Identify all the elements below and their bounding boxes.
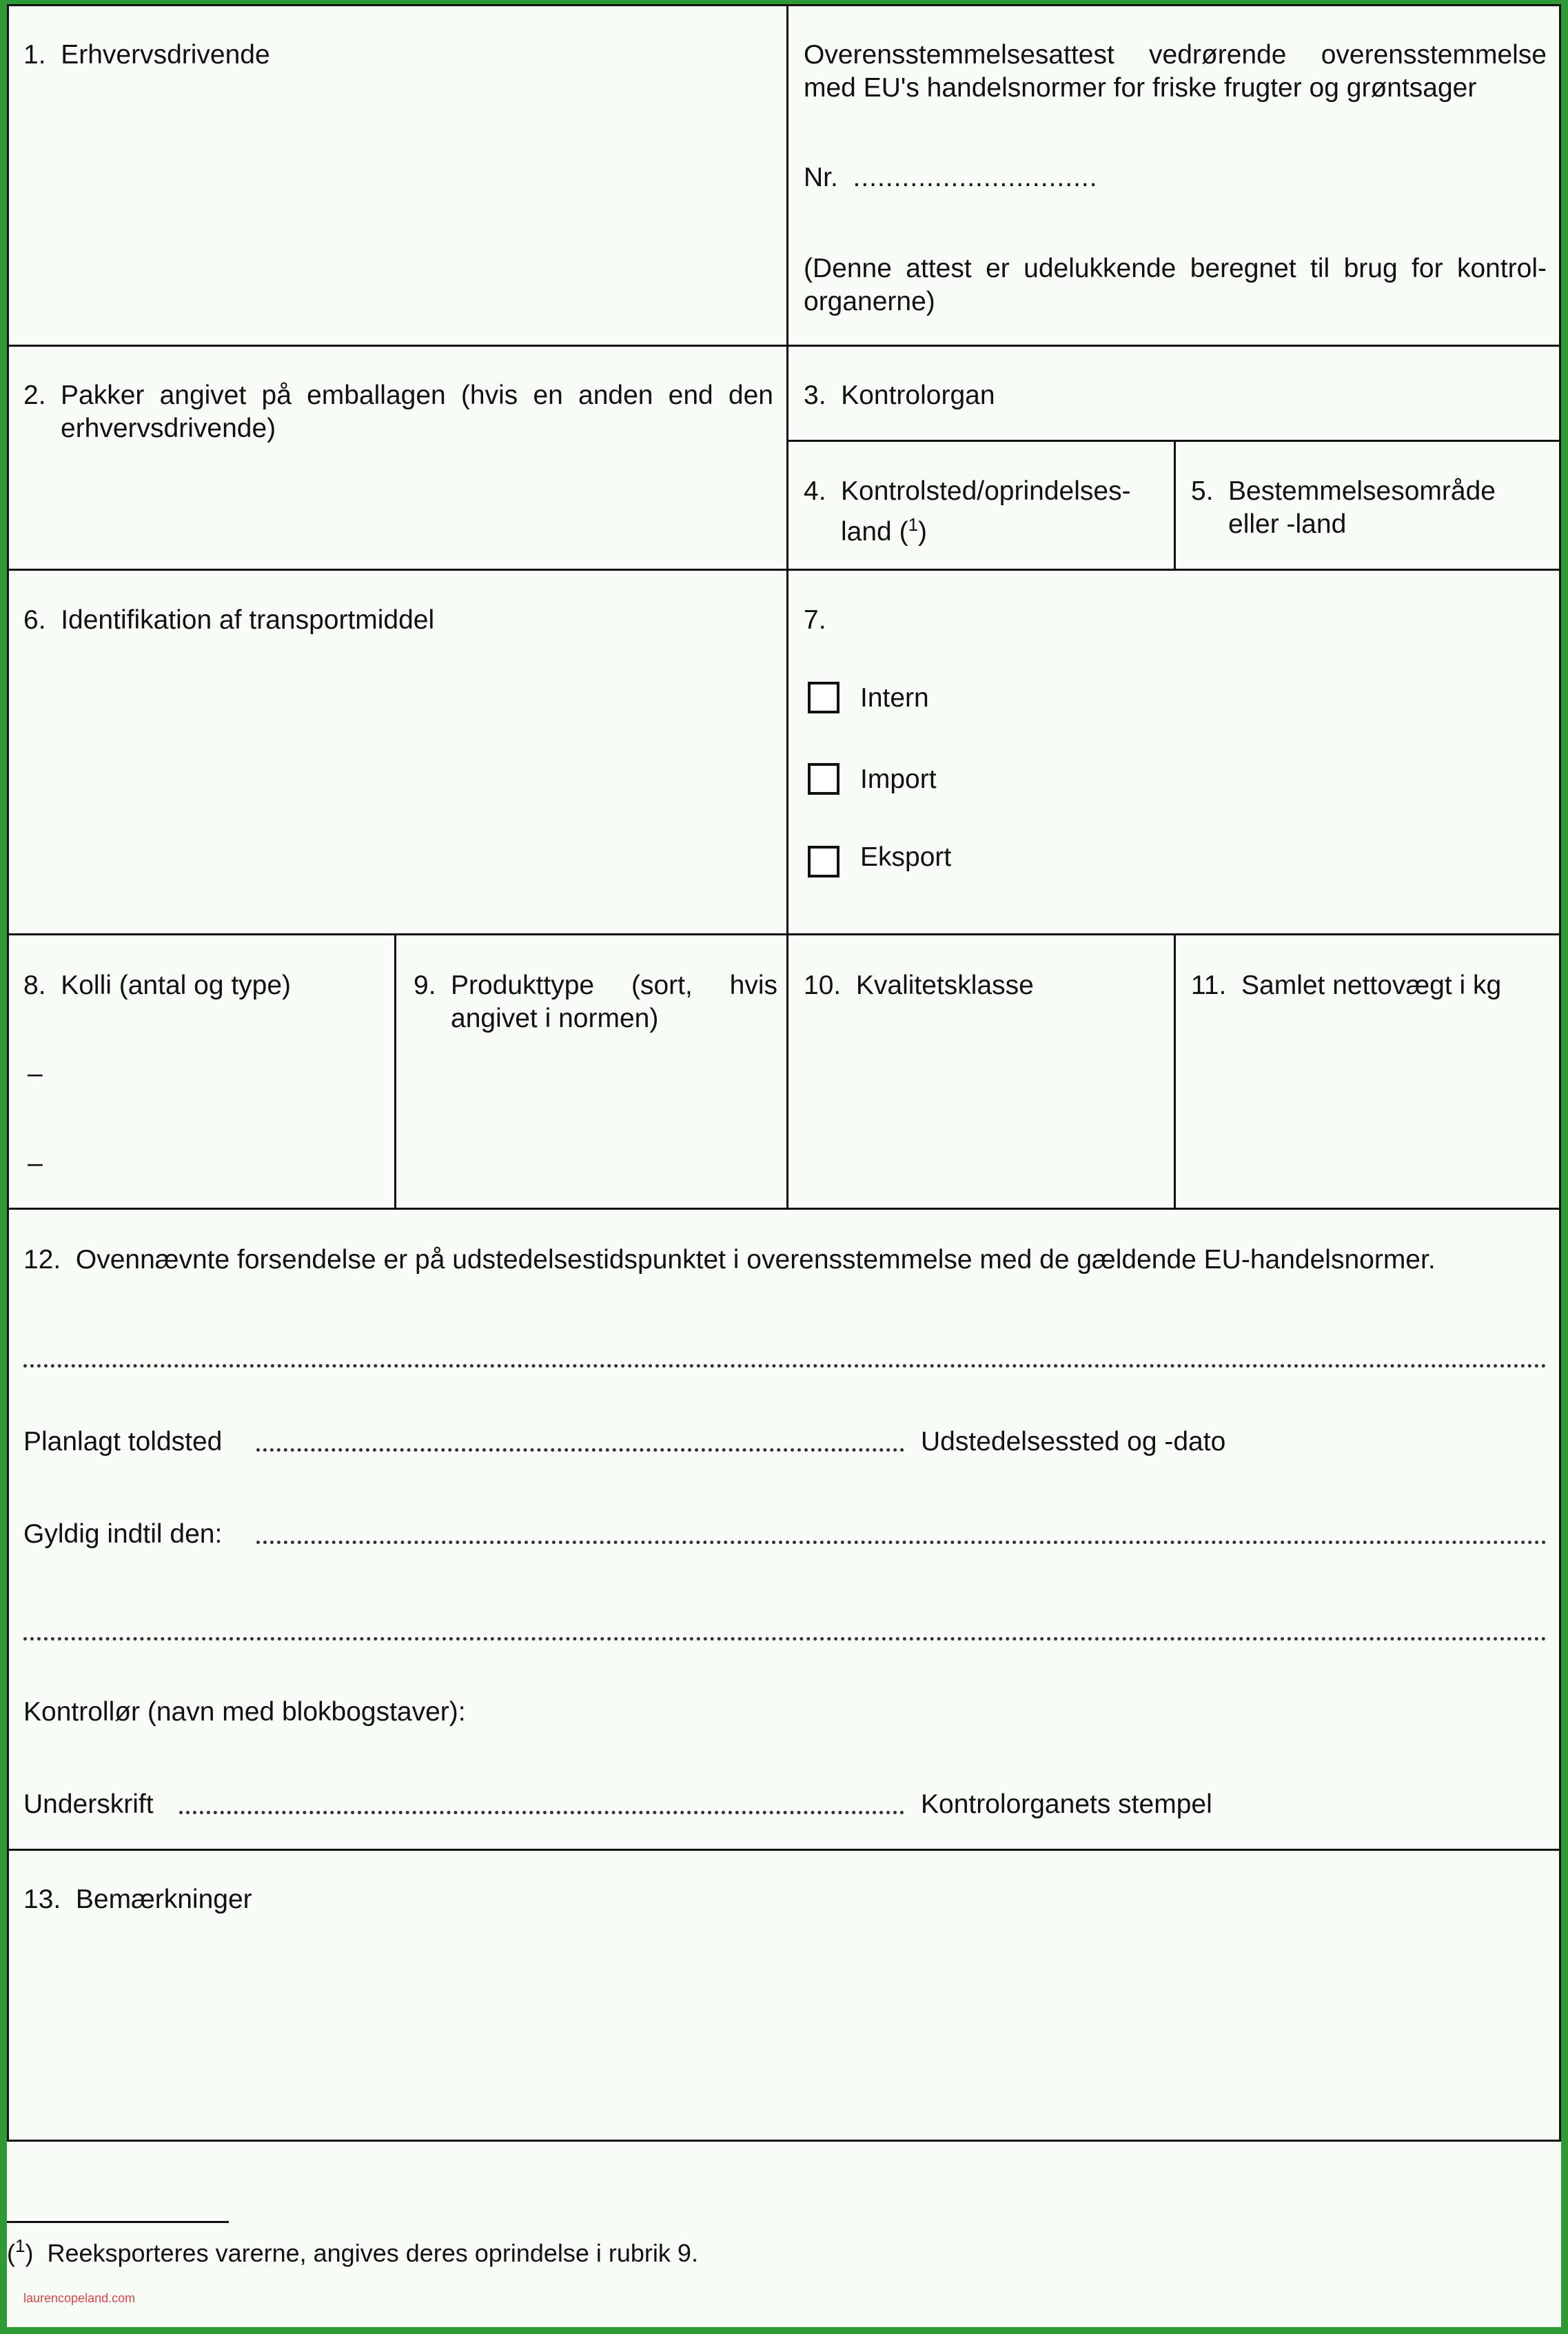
line-row3 (7, 933, 1561, 935)
udstedelsessted-label: Udstedelsessted og -dato (921, 1427, 1226, 1457)
box1-heading: 1. Erhvervsdrivende (23, 40, 270, 70)
checkbox-eksport[interactable] (808, 846, 839, 877)
line-row6 (7, 2140, 1561, 2142)
checkbox-import-label: Import (860, 764, 937, 794)
certificate-note: (Denne attest er udelukkende beregnet til brug for kontrol-organerne) (804, 254, 1547, 316)
box13-heading: 13. Bemærkninger (23, 1885, 252, 1914)
line-col-45 (1174, 440, 1176, 571)
border-top (7, 4, 1561, 6)
line-col-mid (786, 4, 788, 1210)
box12-dotted-line-2[interactable] (23, 1613, 1547, 1641)
underskrift-field[interactable] (179, 1787, 904, 1814)
box4-heading: 4. Kontrolsted/oprindelses-land ($^1$) (804, 476, 1131, 547)
certificate-title: Overensstemmelsesattest vedrørende overensstemmelse med EU's handelsnormer for friske frugter og grøntsager (804, 40, 1547, 103)
box8-dash-2: – (28, 1148, 43, 1178)
line-col-89 (394, 933, 396, 1209)
gyldig-indtil-label: Gyldig indtil den: (23, 1519, 223, 1549)
watermark: laurencopeland.com (23, 2291, 136, 2305)
checkbox-eksport-label: Eksport (860, 842, 952, 872)
planlagt-toldsted-label: Planlagt toldsted (23, 1427, 223, 1457)
certificate-number: Nr. .............................. (804, 163, 1098, 192)
box3-heading: 3. Kontrolorgan (804, 380, 995, 410)
footnote: ($^1$) Reeksporteres varerne, angives deres oprindelse i rubrik 9. (7, 2235, 698, 2267)
box9-heading: 9. Produkttype (sort, hvis angivet i normen) (414, 971, 777, 1033)
box5-heading: 5. Bestemmelsesområde eller -land (1191, 476, 1496, 539)
line-row5 (7, 1849, 1561, 1851)
box7-heading: 7. (804, 605, 826, 635)
box11-heading: 11. Samlet nettovægt i kg (1191, 971, 1502, 1000)
kontrolorganets-stempel-label: Kontrolorganets stempel (921, 1789, 1212, 1819)
line-row1 (7, 345, 1561, 347)
box8-dash-1: – (28, 1059, 43, 1088)
box10-heading: 10. Kvalitetsklasse (804, 971, 1034, 1000)
box12-dotted-line-1[interactable] (23, 1340, 1547, 1368)
checkbox-intern-label: Intern (860, 683, 929, 713)
box2-heading: 2. Pakker angivet på emballagen (hvis en anden end den erhvervsdrivende) (23, 380, 773, 443)
box6-heading: 6. Identifikation af transportmiddel (23, 605, 435, 635)
kontrollor-label: Kontrollør (navn med blokbogstaver): (23, 1697, 466, 1727)
line-row2 (7, 569, 1561, 571)
checkbox-intern[interactable] (808, 682, 839, 713)
box12-statement: 12. Ovennævnte forsendelse er på udstedelsestidspunktet i overensstemmelse med de gældende EU-handelsnormer. (23, 1245, 1436, 1275)
footnote-rule (7, 2221, 229, 2223)
underskrift-label: Underskrift (23, 1789, 154, 1819)
line-row4 (7, 1208, 1561, 1210)
certificate-form (7, 4, 1561, 2327)
checkbox-import[interactable] (808, 763, 839, 795)
border-right (1559, 4, 1561, 2141)
planlagt-toldsted-field[interactable] (256, 1424, 904, 1452)
box8-heading: 8. Kolli (antal og type) (23, 971, 292, 1000)
gyldig-indtil-field[interactable] (256, 1516, 1547, 1544)
border-left (7, 4, 9, 2141)
line-col-1011 (1174, 933, 1176, 1209)
